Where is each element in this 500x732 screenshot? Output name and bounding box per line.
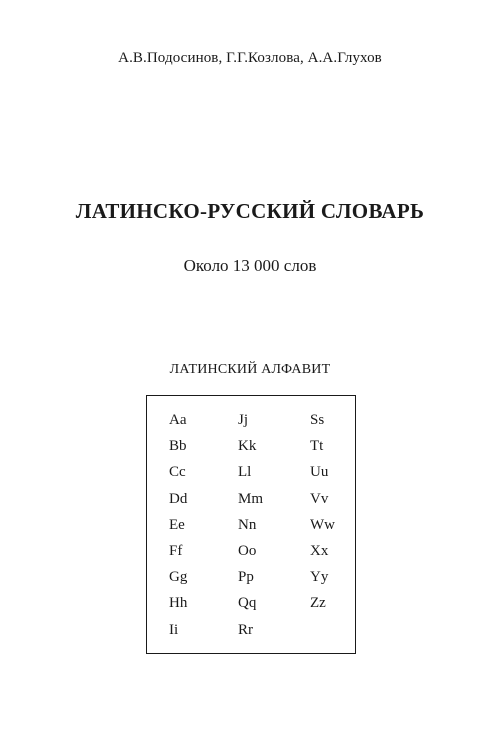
alphabet-heading: ЛАТИНСКИЙ АЛФАВИТ — [169, 362, 331, 377]
alphabet-letter: Ff — [169, 542, 183, 559]
alphabet-letter: Ii — [169, 621, 179, 638]
alphabet-letter: Mm — [238, 490, 264, 507]
alphabet-letter: Rr — [238, 621, 253, 638]
alphabet-letter: Gg — [169, 569, 188, 586]
alphabet-table — [146, 395, 356, 654]
alphabet-letter: Bb — [169, 438, 187, 455]
alphabet-letter: Oo — [238, 542, 257, 559]
alphabet-letter: Nn — [238, 516, 257, 533]
alphabet-letter: Xx — [310, 542, 329, 559]
alphabet-letter: Vv — [310, 490, 329, 507]
alphabet-letter: Qq — [238, 595, 257, 612]
alphabet-letter: Jj — [238, 412, 249, 428]
alphabet-letter: Yy — [310, 569, 329, 586]
alphabet-letter: Ww — [310, 516, 335, 533]
authors-line: А.В.Подосинов, Г.Г.Козлова, А.А.Глухов — [118, 50, 382, 66]
alphabet-column-2 — [238, 411, 263, 647]
alphabet-letter: Ss — [310, 412, 325, 428]
alphabet-letter: Ll — [238, 464, 252, 481]
alphabet-letter: Aa — [169, 412, 187, 428]
alphabet-letter: Hh — [169, 595, 188, 612]
alphabet-letter: Dd — [169, 490, 188, 507]
alphabet-letter: Uu — [310, 464, 329, 481]
alphabet-letter: Cc — [169, 464, 186, 481]
book-subtitle: Около 13 000 слов — [183, 256, 317, 275]
alphabet-letter: Kk — [238, 438, 257, 455]
alphabet-letter: Zz — [310, 595, 326, 612]
alphabet-letter: Pp — [238, 569, 254, 586]
alphabet-column-3 — [310, 411, 335, 621]
alphabet-letter: Tt — [310, 438, 324, 455]
book-title: ЛАТИНСКО-РУССКИЙ СЛОВАРЬ — [75, 199, 425, 223]
alphabet-column-1 — [169, 411, 187, 647]
alphabet-letter: Ee — [169, 516, 185, 533]
